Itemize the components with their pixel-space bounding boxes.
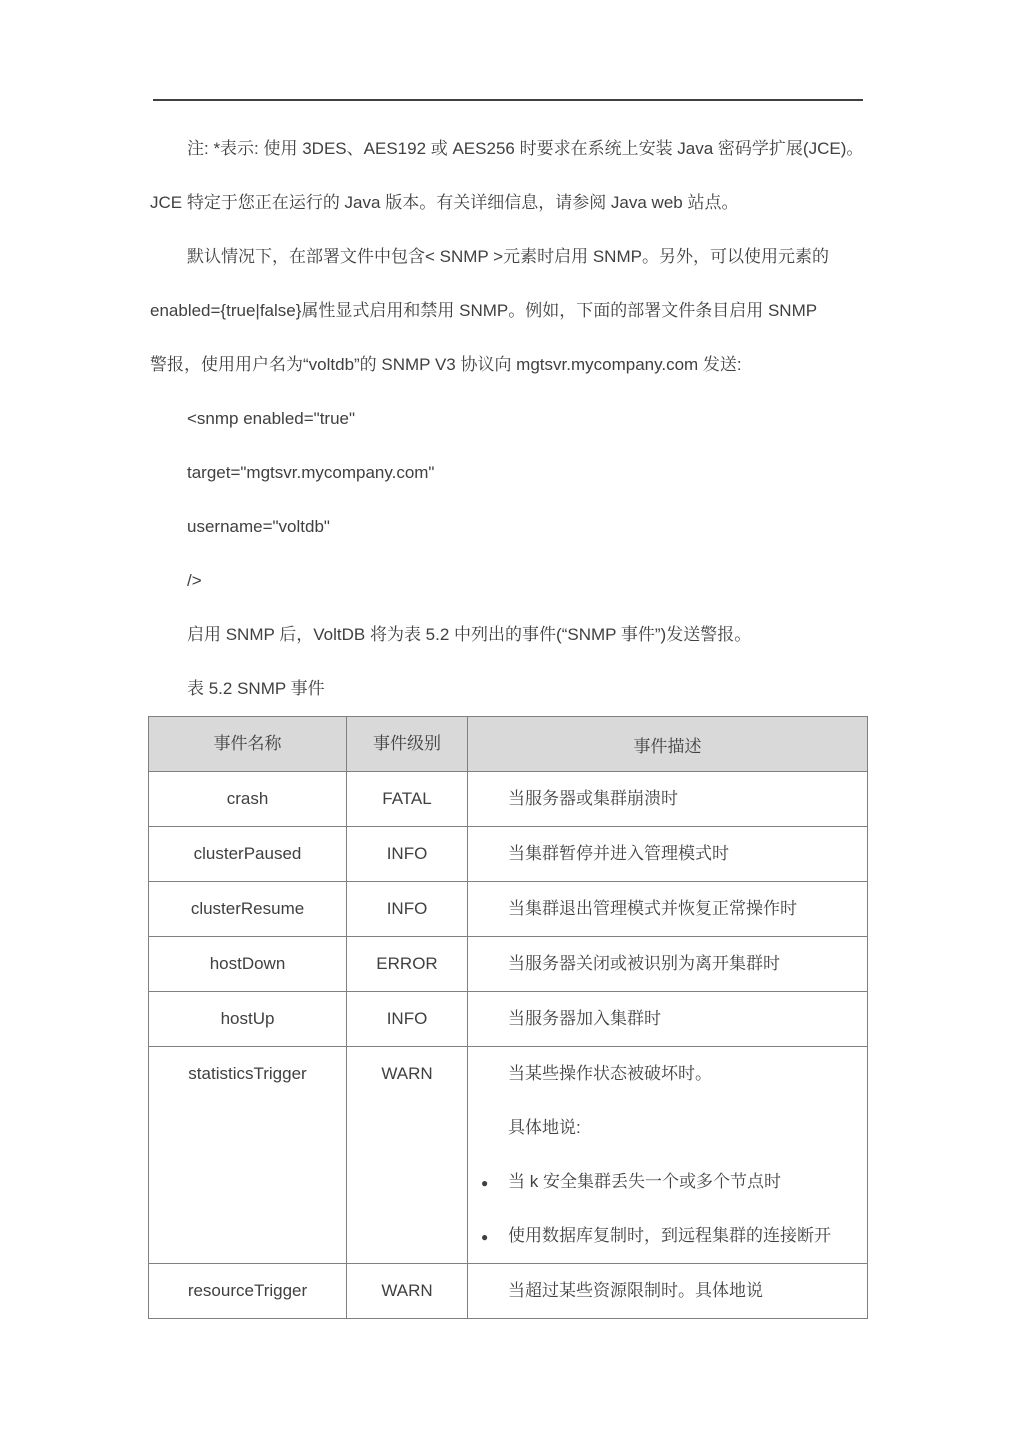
event-name-cell: clusterResume: [149, 882, 347, 937]
paragraph-line: 注: *表示: 使用 3DES、AES192 或 AES256 时要求在系统上安装 Java 密码学扩展(JCE)。: [187, 139, 864, 158]
header-event-level: 事件级别: [347, 717, 468, 772]
paragraph-line: enabled={true|false}属性显式启用和禁用 SNMP。例如，下面的部署文件条目启用 SNMP: [150, 301, 818, 320]
event-level-cell: INFO: [347, 827, 468, 882]
event-name-cell: clusterPaused: [149, 827, 347, 882]
code-line: />: [187, 571, 202, 590]
event-desc-cell: [468, 827, 868, 882]
snmp-table-body: [149, 772, 868, 1319]
paragraph-line: JCE 特定于您正在运行的 Java 版本。有关详细信息，请参阅 Java web 站点。: [150, 193, 739, 212]
bullet-icon: ●: [481, 1176, 489, 1190]
event-desc-cell: [468, 992, 868, 1047]
table-caption: 表 5.2 SNMP 事件: [187, 679, 325, 698]
table-row: [149, 1264, 868, 1319]
desc-text-line: 当某些操作状态被破坏时。: [508, 1064, 712, 1083]
header-event-name: 事件名称: [149, 717, 347, 772]
table-row: [149, 992, 868, 1047]
code-line: username="voltdb": [187, 517, 330, 536]
table-row: [149, 937, 868, 992]
event-level-cell: WARN: [347, 1047, 468, 1264]
event-level-cell: ERROR: [347, 937, 468, 992]
desc-text-line: 当集群暂停并进入管理模式时: [508, 844, 729, 863]
event-level-cell: FATAL: [347, 772, 468, 827]
desc-text-line: 当集群退出管理模式并恢复正常操作时: [508, 899, 797, 918]
header-event-desc: 事件描述: [468, 717, 868, 772]
event-desc-cell: [468, 1264, 868, 1319]
desc-text-line: 当超过某些资源限制时。具体地说: [508, 1281, 763, 1300]
event-desc-cell: [468, 937, 868, 992]
table-row: [149, 772, 868, 827]
table-row: [149, 827, 868, 882]
desc-text-line: 具体地说:: [508, 1118, 581, 1137]
event-level-cell: INFO: [347, 992, 468, 1047]
code-line: <snmp enabled="true": [187, 409, 356, 428]
desc-text-line: 当服务器关闭或被识别为离开集群时: [508, 954, 780, 973]
paragraph-line: 警报，使用用户名为“voltdb”的 SNMP V3 协议向 mgtsvr.mycompany.com 发送:: [150, 355, 742, 374]
event-name-cell: hostUp: [149, 992, 347, 1047]
snmp-events-table: [148, 716, 868, 1319]
event-desc-cell: [468, 882, 868, 937]
desc-bullet-line: ● 当 k 安全集群丢失一个或多个节点时: [468, 1155, 867, 1209]
event-name-cell: crash: [149, 772, 347, 827]
event-name-cell: resourceTrigger: [149, 1264, 347, 1319]
table-header-row: [149, 717, 868, 772]
top-divider: [153, 99, 863, 101]
event-desc-cell: [468, 772, 868, 827]
event-desc-cell: [468, 1047, 868, 1264]
body-text-block: [150, 122, 866, 716]
desc-text-line: 当服务器或集群崩溃时: [508, 789, 678, 808]
paragraph-line: 默认情况下，在部署文件中包含< SNMP >元素时启用 SNMP。另外，可以使用元素的: [187, 247, 829, 266]
document-content: [150, 122, 866, 1319]
desc-text-line: 当服务器加入集群时: [508, 1009, 661, 1028]
event-level-cell: INFO: [347, 882, 468, 937]
event-name-cell: statisticsTrigger: [149, 1047, 347, 1264]
event-level-cell: WARN: [347, 1264, 468, 1319]
paragraph-line: 启用 SNMP 后，VoltDB 将为表 5.2 中列出的事件(“SNMP 事件”)发送警报。: [187, 625, 752, 644]
desc-bullet-line: ● 使用数据库复制时，到远程集群的连接断开: [468, 1209, 867, 1263]
bullet-icon: ●: [481, 1230, 489, 1244]
table-row: [149, 882, 868, 937]
table-row: [149, 1047, 868, 1264]
code-line: target="mgtsvr.mycompany.com": [187, 463, 435, 482]
event-name-cell: hostDown: [149, 937, 347, 992]
